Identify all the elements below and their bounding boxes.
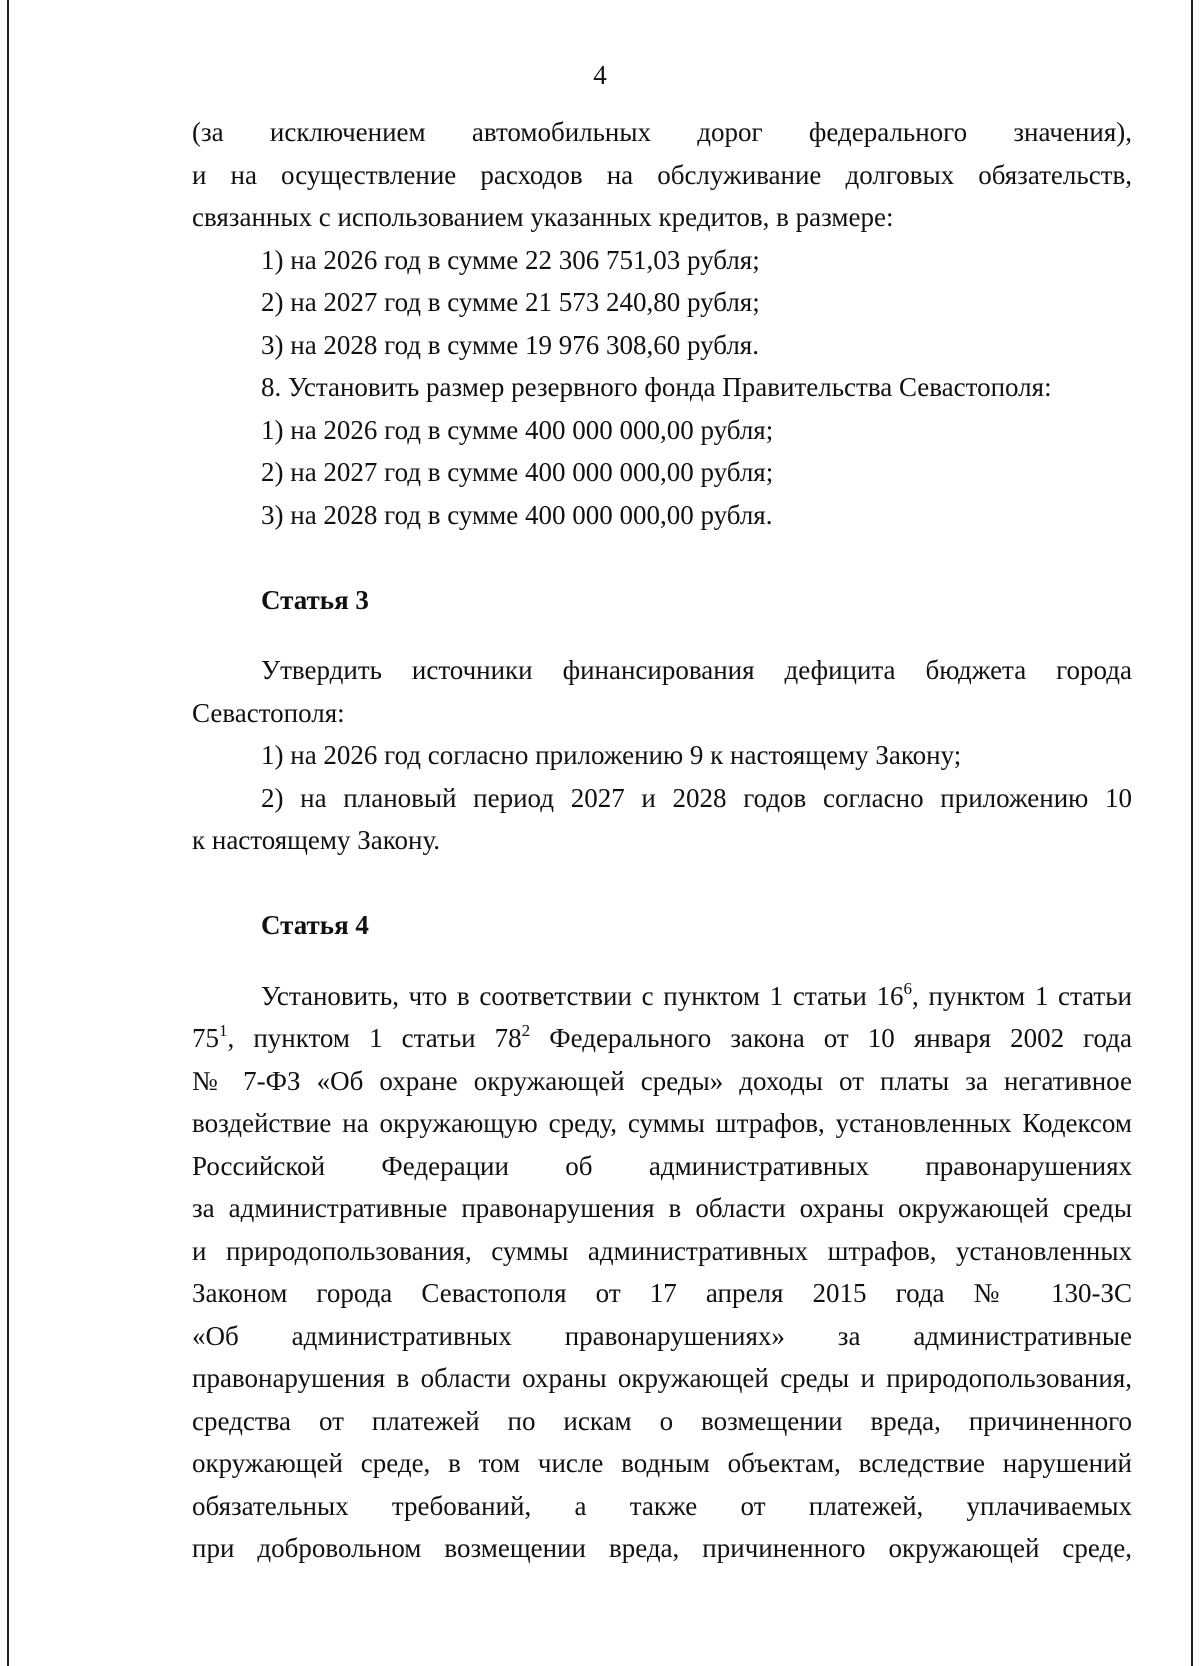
credit-item-2026: 1) на 2026 год в сумме 22 306 751,03 рубля;: [261, 244, 760, 275]
spacer: [192, 862, 1132, 905]
article-4-line-5: Российской Федерации об административных правонарушениях: [192, 1150, 1132, 1181]
article-3-item-2-line-2: к настоящему Закону.: [192, 825, 440, 855]
article-4-line-4: воздействие на окружающую среду, суммы штрафов, установленных Кодексом: [192, 1108, 1132, 1138]
page-number: 4: [593, 60, 607, 90]
document-body: [192, 111, 1132, 1570]
article-4-line-2-text-c: Федерального закона от 10 января 2002 года: [530, 1023, 1132, 1053]
article-4-line-1-text-b: , пунктом 1 статьи: [912, 980, 1132, 1011]
article-3-item-2-line-1: 2) на плановый период 2027 и 2028 годов согласно приложению 10: [261, 782, 1132, 813]
article-4-line-1-text-a: Установить, что в соответствии с пунктом 1 статьи 16: [261, 980, 904, 1011]
article-4-line-2: [192, 1017, 1132, 1060]
article-3-para-line-2: Севастополя:: [192, 697, 345, 728]
article-3-heading: Статья 3: [261, 584, 369, 615]
reserve-item-2026: 1) на 2026 год в сумме 400 000 000,00 рубля;: [261, 414, 774, 445]
article-3-para-line-1: Утвердить источники финансирования дефицита бюджета города: [261, 655, 1132, 685]
article-4-line-11: средства от платежей по искам о возмещении вреда, причиненного: [192, 1405, 1132, 1436]
article-4-line-7: и природопользования, суммы административных штрафов, установленных: [192, 1235, 1132, 1266]
article-4-heading: Статья 4: [261, 910, 369, 940]
page-edge-left: [7, 0, 9, 1666]
article-4-line-13: обязательных требований, а также от платежей, уплачиваемых: [192, 1490, 1132, 1521]
article-4-line-2-text-a: 75: [192, 1023, 219, 1053]
spacer: [192, 621, 1132, 649]
superscript-16-6: 6: [903, 978, 913, 998]
article-4-line-14: при добровольном возмещении вреда, причиненного окружающей среде,: [192, 1533, 1132, 1563]
article-4-line-8: Законом города Севастополя от 17 апреля 2015 года № 130-ЗС: [192, 1278, 1132, 1308]
para-intro-line-3: связанных с использованием указанных кредитов, в размере:: [192, 202, 894, 232]
item-8-reserve-fund: 8. Установить размер резервного фонда Правительства Севастополя:: [261, 372, 1052, 402]
superscript-75-1: 1: [219, 1021, 228, 1040]
reserve-item-2027: 2) на 2027 год в сумме 400 000 000,00 рубля;: [261, 457, 774, 487]
reserve-item-2028: 3) на 2028 год в сумме 400 000 000,00 рубля.: [261, 499, 773, 530]
para-intro-line-1: (за исключением автомобильных дорог федерального значения),: [192, 117, 1132, 147]
page-edge-right: [1191, 0, 1193, 1666]
article-4-line-10: правонарушения в области охраны окружающей среды и природопользования,: [192, 1363, 1132, 1393]
article-4-line-6: за административные правонарушения в области охраны окружающей среды: [192, 1193, 1132, 1223]
superscript-78-2: 2: [521, 1021, 531, 1040]
credit-item-2028: 3) на 2028 год в сумме 19 976 308,60 рубля.: [261, 329, 759, 360]
para-intro-line-2: и на осуществление расходов на обслуживание долговых обязательств,: [192, 159, 1132, 190]
spacer: [192, 947, 1132, 975]
article-3-item-1: 1) на 2026 год согласно приложению 9 к настоящему Закону;: [261, 740, 962, 770]
article-4-line-12: окружающей среде, в том числе водным объектам, вследствие нарушений: [192, 1448, 1132, 1478]
article-4-line-2-text-b: , пунктом 1 статьи 78: [227, 1023, 522, 1053]
credit-item-2027: 2) на 2027 год в сумме 21 573 240,80 рубля;: [261, 287, 760, 317]
article-4-line-3: № 7-ФЗ «Об охране окружающей среды» доходы от платы за негативное: [192, 1065, 1132, 1096]
article-4-line-9: «Об административных правонарушениях» за административные: [192, 1320, 1132, 1351]
article-4-line-1: [192, 975, 1132, 1018]
spacer: [192, 536, 1132, 579]
